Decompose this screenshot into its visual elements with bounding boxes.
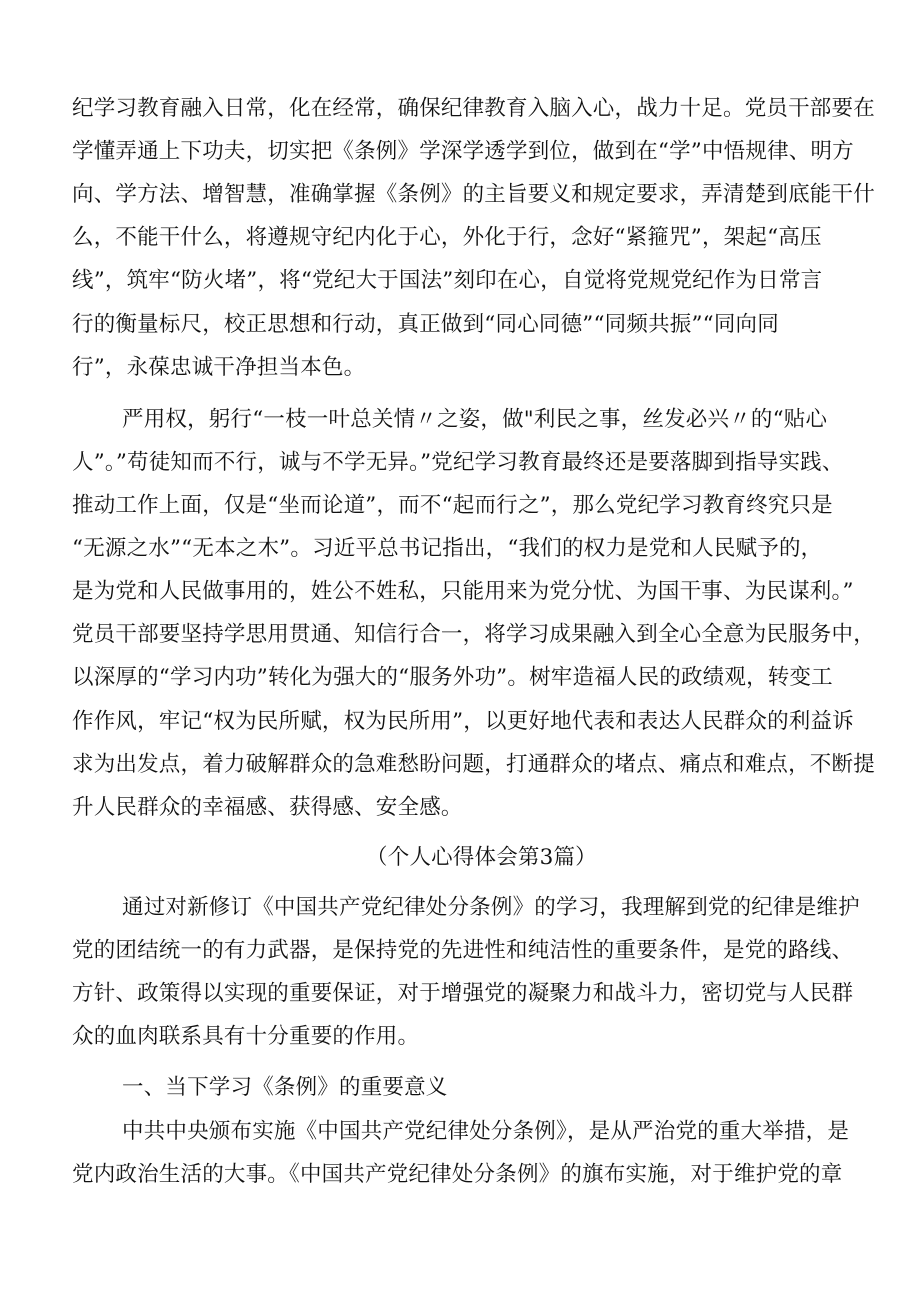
text-line: “无源之水”“无本之木”。习近平总书记指出，“我们的权力是党和人民赋予的，	[72, 536, 823, 561]
text-line: 人”。”苟徒知而不行，诚与不学无异。”党纪学习教育最终还是要落脚到指导实践、	[72, 450, 844, 475]
text-line: 众的血肉联系具有十分重要的作用。	[72, 1024, 420, 1049]
paragraph-first-line: 严用权，躬行“一枝一叶总关情〃之姿，做"利民之事，丝发必兴〃的“贴心	[122, 407, 828, 432]
text-line: 党内政治生活的大事。《中国共产党纪律处分条例》的旗布实施，对于维护党的章	[72, 1162, 843, 1187]
text-line: 党员干部要坚持学思用贯通、知信行合一，将学习成果融入到全心全意为民服务中，	[72, 622, 875, 647]
text-line: 学懂弄通上下功夫，切实把《条例》学深学透学到位，做到在“学”中悟规律、明方	[72, 139, 854, 164]
text-line: 方针、政策得以实现的重要保证，对于增强党的凝聚力和战斗力，密切党与人民群	[72, 981, 854, 1006]
text-line: 纪学习教育融入日常，化在经常，确保纪律教育入脑入心，战力十足。党员干部要在	[72, 96, 875, 121]
text-line: 线”，筑牢“防火堵”，将“党纪大于国法”刻印在心，自觉将党规党纪作为日常言	[72, 268, 823, 293]
text-line: 行”，永葆忠诚干净担当本色。	[72, 355, 366, 380]
text-line: 行的衡量标尺，校正思想和行动，真正做到“同心同德”“同频共振”“同向同	[72, 312, 779, 337]
paragraph-first-line: 中共中央颁布实施《中国共产党纪律处分条例》，是从严治党的重大举措，是	[122, 1119, 850, 1144]
text-line: 党的团结统一的有力武器，是保持党的先进性和纯洁性的重要条件，是党的路线、	[72, 938, 854, 963]
subheading: 一、当下学习《条例》的重要意义	[122, 1075, 448, 1100]
section-heading: （个人心得体会第3篇）	[366, 845, 597, 870]
text-line: 求为出发点，着力破解群众的急难愁盼问题，打通群众的堵点、痛点和难点，不断提	[72, 752, 875, 777]
text-line: 以深厚的“学习内功”转化为强大的“服务外功”。树牢造福人民的政绩观，转变工	[72, 665, 833, 690]
text-line: 么，不能干什么，将遵规守纪内化于心，外化于行，念好“紧箍咒”，架起“高压	[72, 225, 822, 250]
text-line: 是为党和人民做事用的，姓公不姓私，只能用来为党分忧、为国干事、为民谋利。”	[72, 579, 854, 604]
text-line: 升人民群众的幸福感、获得感、安全感。	[72, 795, 463, 820]
text-line: 作作风，牢记“权为民所赋，权为民所用”，以更好地代表和表达人民群众的利益诉	[72, 709, 854, 734]
text-line: 向、学方法、增智慧，准确掌握《条例》的主旨要义和规定要求，弄清楚到底能干什	[72, 182, 875, 207]
paragraph-first-line: 通过对新修订《中国共产党纪律处分条例》的学习，我理解到党的纪律是维护	[122, 895, 860, 920]
text-line: 推动工作上面，仅是“坐而论道”，而不“起而行之”，那么党纪学习教育终究只是	[72, 493, 833, 518]
